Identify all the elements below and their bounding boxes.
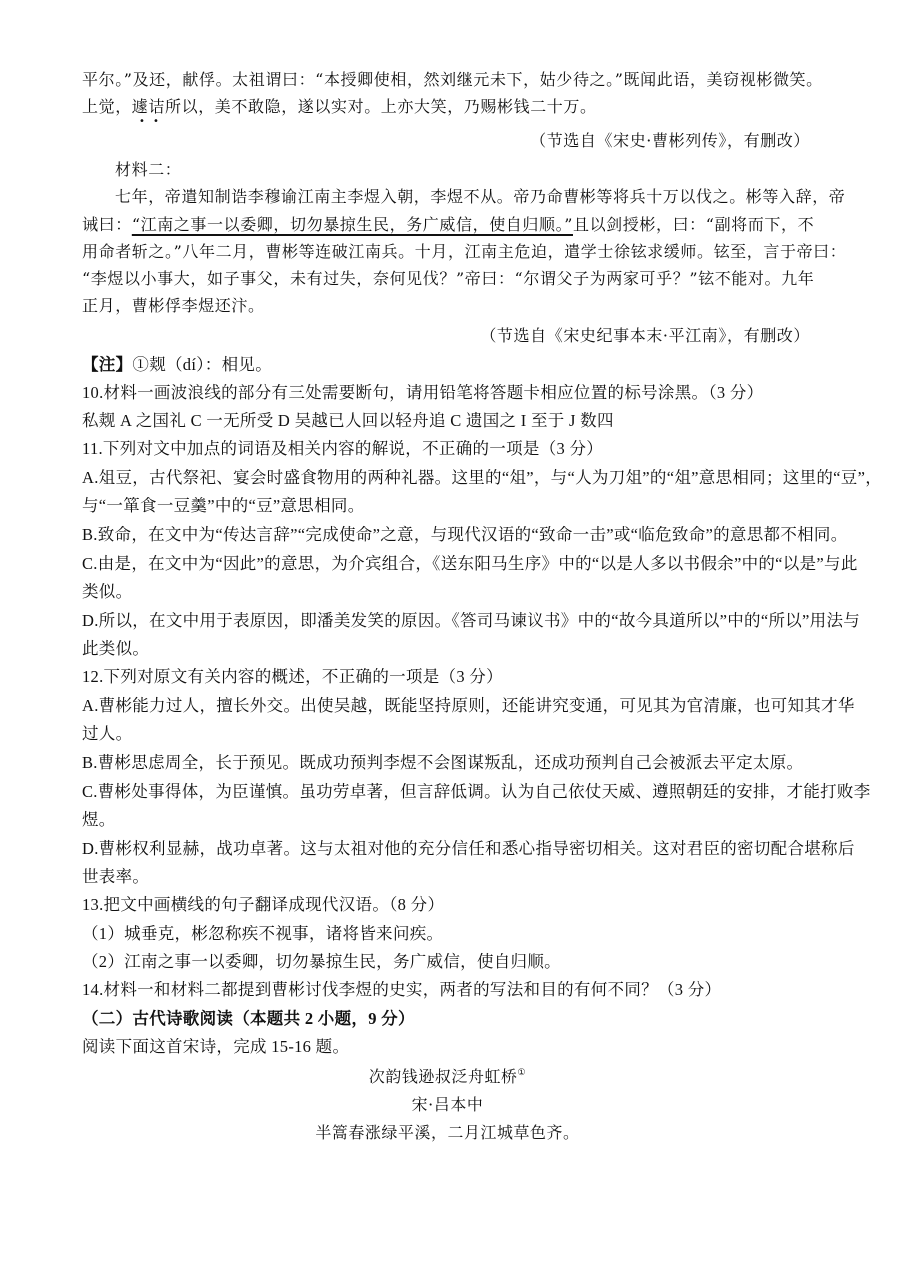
question-12-option-c-cont: 煜。 <box>82 810 116 829</box>
underlined-sentence: “江南之事一以委卿，切勿暴掠生民，务广威信，使自归顺。” <box>131 215 573 234</box>
question-11-option-c-cont: 类似。 <box>82 582 133 601</box>
emphasis-dot: • <box>139 116 145 127</box>
poem-title-text: 次韵钱逊叔泛舟虹桥 <box>368 1067 518 1086</box>
question-11-stem: 11.下列对文中加点的词语及相关内容的解说，不正确的一项是（3 分） <box>82 439 604 458</box>
section-intro: 阅读下面这首宋诗，完成 15-16 题。 <box>82 1037 350 1056</box>
question-11-option-c: C.由是，在文中为“因此”的意思，为介宾组合，《送东阳马生序》中的“以是人多以书假余”中的“以是”与此 <box>82 554 858 573</box>
material2-line-2 <box>82 217 814 233</box>
question-12-option-c: C.曹彬处事得体，为臣谨慎。虽功劳卓著，但言辞低调。认为自己依仗天威、遵照朝廷的安排，才能打败李 <box>82 782 871 801</box>
note-label: 【注】 <box>82 355 133 374</box>
material2-line-5: 正月，曹彬俘李煜还汴。 <box>82 296 265 315</box>
material1-line-2: 上觉，遽诘所以，美不敢隐，遂以实对。上亦大笑，乃赐彬钱二十万。 <box>82 97 597 116</box>
question-12-option-b: B.曹彬思虑周全，长于预见。既成功预判李煜不会图谋叛乱，还成功预判自己会被派去平定太原。 <box>82 753 804 772</box>
question-13-sentence-1: （1）城垂克，彬忽称疾不视事，诸将皆来问疾。 <box>82 924 444 943</box>
poem-author: 宋·吕本中 <box>411 1095 484 1114</box>
poem-title <box>0 1069 895 1085</box>
material2-line-1: 七年，帝遣知制诰李穆谕江南主李煜入朝，李煜不从。帝乃命曹彬等将兵十万以伐之。彬等入辞，帝 <box>115 187 846 206</box>
annotation-note <box>82 357 272 374</box>
question-11-option-b: B.致命，在文中为“传达言辞”“完成使命”之意，与现代汉语的“致命一击”或“临危致命”的意思都不相同。 <box>82 525 848 544</box>
note-text: ①觌（dí）：相见。 <box>132 355 272 374</box>
material1-line-1: 平尔。”及还，献俘。太祖谓曰：“本授卿使相，然刘继元未下，姑少待之。”既闻此语，美窃视彬微笑。 <box>82 70 823 89</box>
poem-line-1: 半篙春涨绿平溪，二月江城草色齐。 <box>315 1123 580 1142</box>
question-11-option-a: A.俎豆，古代祭祀、宴会时盛食物用的两种礼器。这里的“俎”，与“人为刀俎”的“俎”意思相同；这里的“豆”， <box>82 468 883 487</box>
question-12-option-d: D.曹彬权利显赫，战功卓著。这与太祖对他的充分信任和悉心指导密切相关。这对君臣的密切配合堪称后 <box>82 839 855 858</box>
question-14-stem: 14.材料一和材料二都提到曹彬讨伐李煜的史实，两者的写法和目的有何不同？（3 分） <box>82 980 722 999</box>
question-10-passage: 私觌 A 之国礼 C 一无所受 D 吴越已人回以轻舟追 C 遗国之 I 至于 J 数四 <box>82 411 614 430</box>
material2-line-4: “李煜以小事大，如子事父，未有过失，奈何见伐？”帝曰：“尔谓父子为两家可乎？”铉不能对。九年 <box>82 269 815 288</box>
material2-line-2-post: 且以剑授彬，曰：“副将而下，不 <box>572 215 815 234</box>
question-12-option-d-cont: 世表率。 <box>82 867 150 886</box>
question-11-option-a-cont: 与“一箪食一豆羹”中的“豆”意思相同。 <box>82 496 365 515</box>
question-11-option-d: D.所以，在文中用于表原因，即潘美发笑的原因。《答司马谏议书》中的“故今具道所以”中的“所以”用法与 <box>82 611 861 630</box>
material2-source: （节选自《宋史纪事本末·平江南》，有删改） <box>480 326 810 345</box>
section-heading: （二）古代诗歌阅读（本题共 2 小题，9 分） <box>82 1009 415 1028</box>
material2-line-3: 用命者斩之。”八年二月，曹彬等连破江南兵。十月，江南主危迫，遣学士徐铉求缓师。铉至，言于帝曰： <box>82 242 847 261</box>
question-13-stem: 13.把文中画横线的句子翻译成现代汉语。（8 分） <box>82 895 445 914</box>
emphasis-dot: • <box>153 116 159 127</box>
question-11-option-d-cont: 此类似。 <box>82 639 150 658</box>
question-12-option-a: A.曹彬能力过人，擅长外交。出使吴越，既能坚持原则，还能讲究变通，可见其为官清廉，也可知其才华 <box>82 696 855 715</box>
material2-label: 材料二： <box>115 160 182 179</box>
poem-title-footnote-marker: ① <box>517 1068 527 1078</box>
question-12-option-a-cont: 过人。 <box>82 724 133 743</box>
question-10-stem: 10.材料一画波浪线的部分有三处需要断句，请用铅笔将答题卡相应位置的标号涂黑。（3 分） <box>82 383 764 402</box>
material1-source: （节选自《宋史·曹彬列传》，有删改） <box>530 131 810 150</box>
question-13-sentence-2: （2）江南之事一以委卿，切勿暴掠生民，务广威信，使自归顺。 <box>82 952 561 971</box>
material2-line-2-pre: 诫曰： <box>82 215 132 234</box>
question-12-stem: 12.下列对原文有关内容的概述，不正确的一项是（3 分） <box>82 667 503 686</box>
